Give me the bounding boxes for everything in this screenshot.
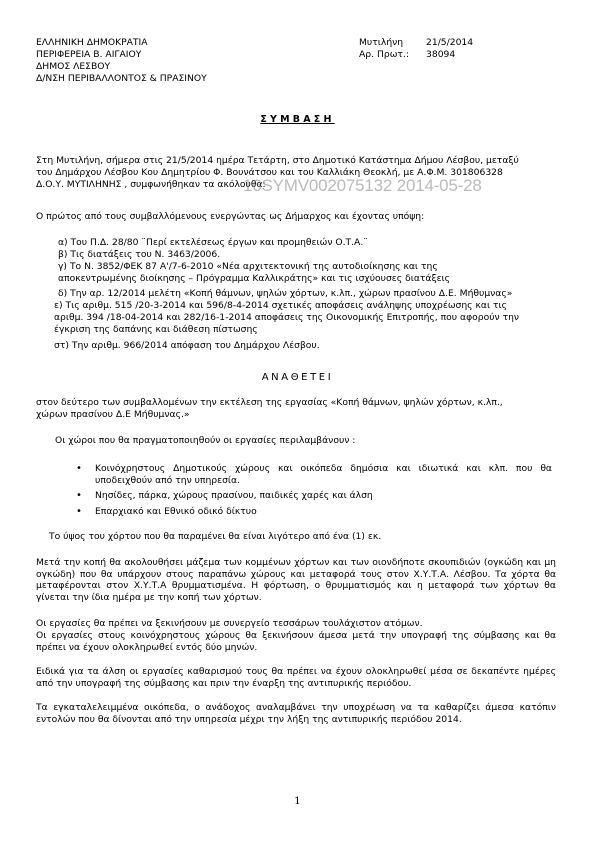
header-municipality: ΔΗΜΟΣ ΛΕΣΒΟΥ	[36, 61, 111, 72]
consideration-item: γ) Το Ν. 3852/ΦΕΚ 87 Α'/7-6-2010 «Νέα αρχιτεκτονική της αυτοδιοίκησης και της	[58, 261, 438, 272]
consideration-item: δ) Την αρ. 12/2014 μελέτη «Κοπή θάμνων, ψηλών χόρτων, κ.λπ., χώρων πρασίνου Δ.Ε. Μήθυμνας»	[58, 288, 513, 299]
list-item-text: Κοινόχρηστους Δημοτικούς χώρους και οικόπεδα δημόσια και ιδιωτικά και κλπ. που θα υποδειχθούν από την υπηρεσία.	[95, 463, 552, 486]
paragraph-start-common: Οι εργασίες στους κοινόχρηστους χώρους θα ξεκινήσουν άμεσα μετά την υπογραφή της σύμβασης και θα πρέπει να έχουν ολοκληρωθεί εντός δύο μηνών.	[36, 630, 556, 653]
assign-line: στον δεύτερο των συμβαλλομένων την εκτέλεση της εργασίας «Κοπή θάμνων, ψηλών χόρτων, κ.λπ.,	[36, 397, 503, 408]
header-place-label: Μυτιλήνη	[359, 37, 404, 48]
document-title-text: ΣΥΜΒΑΣΗ	[260, 114, 335, 125]
intro-line: Δ.Ο.Υ. ΜΥΤΙΛΗΝΗΣ , συμφωνήθηκαν τα ακόλουθα:	[36, 179, 266, 190]
intro-line: Στη Μυτιλήνη, σήμερα στις 21/5/2014 ημέρα Τετάρτη, στο Δημοτικό Κατάστημα Δήμου Λέσβου, μεταξύ	[36, 155, 519, 166]
paragraph-groves: Ειδικά για τα άλση οι εργασίες καθαρισμού τους θα πρέπει να έχουν ολοκληρωθεί μέσα σε δεκαπέντε ημέρες από την υπογραφή της σύμβασης και πριν την έναρξη της αντιπυρικής περιόδου.	[36, 666, 556, 689]
header-date: 21/5/2014	[426, 37, 474, 48]
list-item-text: Επαρχιακό και Εθνικό οδικό δίκτυο	[95, 505, 257, 517]
height-note: Το ύψος του χόρτου που θα παραμένει θα είναι λιγότερο από ένα (1) εκ.	[49, 531, 382, 542]
header-directorate: Δ/ΝΣΗ ΠΕΡΙΒΑΛΛΟΝΤΟΣ & ΠΡΑΣΙΝΟΥ	[36, 73, 207, 84]
paragraph-cut: Μετά την κοπή θα ακολουθήσει μάζεμα των κομμένων χόρτων και των οιονδήποτε σκουπιδιών (ογκώδη και μη ογκώδη) που θα υπάρχουν στους παραπάνω χώρους και μεταφορά τους στον Χ.Υ.Τ.Α. Λέσβου. Τα χόρτα θα μεταφέρονται στον Χ.Υ.Τ.Α θρυμματισμένα. Η φόρτωση, ο θρυμματισμός και η μεταφορά των χόρτων θα γίνεται την ίδια ημέρα με την κοπή των χόρτων.	[36, 557, 556, 603]
assign-line: χώρων πρασίνου Δ.Ε Μήθυμνας.»	[36, 409, 190, 420]
list-item-text: Νησίδες, πάρκα, χώρους πρασίνου, παιδικές χαρές και άλση	[95, 490, 373, 502]
header-country: ΕΛΛΗΝΙΚΗ ΔΗΜΟΚΡΑΤΙΑ	[36, 37, 148, 48]
consideration-item: αριθμ. 394 /18-04-2014 και 282/16-1-2014 αποφάσεις της Οικονομικής Επιτροπής, που αφορούν την	[54, 312, 520, 323]
consideration-item: αποκεντρωμένης διοίκησης – Πρόγραμμα Καλλικράτης» και τις ισχύουσες διατάξεις	[58, 273, 451, 284]
paragraph-plots: Τα εγκαταλελειμμένα οικόπεδα, ο ανάδοχος αναλαμβάνει την υποχρέωση να τα καθαρίζει άμεσα κατόπιν εντολών που θα δίνονται από την υπηρεσία μέχρι την λήξη της αντιπυρικής περιόδου 2014.	[36, 702, 556, 725]
page-number: 1	[294, 795, 301, 807]
paragraph-start-crew: Οι εργασίες θα πρέπει να ξεκινήσουν με συνεργείο τεσσάρων τουλάχιστον ατόμων.	[36, 618, 423, 629]
header-protocol-label: Αρ. Πρωτ.:	[359, 49, 409, 60]
header-protocol-number: 38094	[426, 49, 456, 60]
assigns-heading: ΑΝΑΘΕΤΕΙ	[261, 372, 334, 383]
first-party-text: Ο πρώτος από τους συμβαλλόμενους ενεργώντας ως Δήμαρχος και έχοντας υπόψη:	[36, 211, 425, 222]
header-region: ΠΕΡΙΦΕΡΕΙΑ Β. ΑΙΓΑΙΟΥ	[36, 49, 142, 60]
watermark-text: 16SYMV002075132 2014-05-28	[243, 176, 482, 195]
list-item	[76, 490, 552, 502]
document-title	[0, 114, 595, 125]
list-item	[76, 506, 552, 518]
consideration-item: α) Του Π.Δ. 28/80 ¨Περί εκτελέσεως έργων και προμηθειών Ο.Τ.Α.¨	[58, 237, 368, 248]
consideration-item: β) Τις διατάξεις του Ν. 3463/2006.	[58, 249, 221, 260]
consideration-item: έγκριση της δαπάνης και διάθεση πίστωσης	[54, 324, 258, 335]
intro-line: του Δημάρχου Λέσβου Κου Δημητρίου Φ. Βουνάτσου και του Καλλιάκη Θεοκλή, με Α.Φ.Μ. 301806328	[36, 167, 503, 178]
areas-intro: Οι χώροι που θα πραγματοποιηθούν οι εργασίες περιλαμβάνουν :	[55, 435, 356, 446]
consideration-item: στ) Την αριθμ. 966/2014 απόφαση του Δημάρχου Λέσβου.	[54, 340, 320, 351]
consideration-item: ε) Τις αριθμ. 515 /20-3-2014 και 596/8-4-2014 σχετικές αποφάσεις ανάληψης υποχρέωσης και τις	[54, 300, 508, 311]
list-item	[76, 463, 552, 486]
areas-list	[76, 463, 552, 521]
